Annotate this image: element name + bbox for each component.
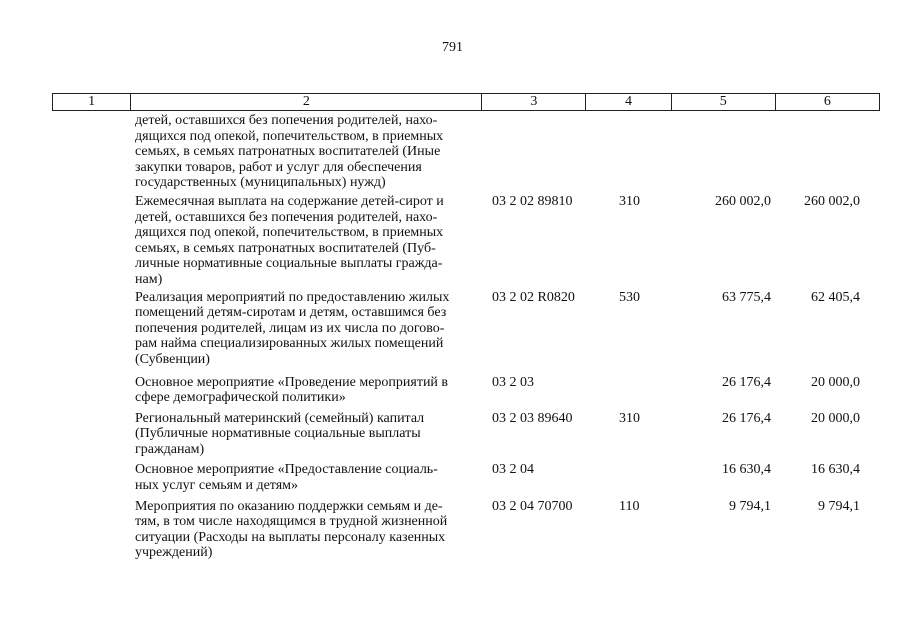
row-description: Основное мероприятие «Предоставление социаль- ных услуг семьям и детям» bbox=[135, 462, 438, 494]
row-value-2: 20 000,0 bbox=[811, 410, 860, 426]
column-header-1: 1 bbox=[53, 94, 131, 111]
row-description: Региональный материнский (семейный) капитал (Публичные нормативные социальные выплаты гражданам) bbox=[135, 410, 425, 457]
row-value-1: 26 176,4 bbox=[722, 410, 771, 426]
row-expense-type: 530 bbox=[619, 289, 640, 305]
table-header bbox=[52, 93, 880, 111]
row-code: 03 2 04 bbox=[492, 462, 534, 478]
page-number: 791 bbox=[442, 40, 463, 55]
row-description: детей, оставшихся без попечения родителей, нахо- дящихся под опекой, попечительством, в приемных семьях, в семьях патронатных воспитателей (Иные закупки товаров, работ и услуг для обеспечения государственных (муниципальных) нужд) bbox=[135, 113, 444, 191]
row-expense-type: 310 bbox=[619, 193, 640, 209]
row-code: 03 2 02 R0820 bbox=[492, 289, 575, 305]
row-code: 03 2 02 89810 bbox=[492, 193, 573, 209]
row-description: Реализация мероприятий по предоставлению жилых помещений детям-сиротам и детям, оставшимся без попечения родителей, лицам из их числа по догово- рам найма специализированных жилых помещений (Субвенции) bbox=[135, 289, 450, 367]
row-value-2: 9 794,1 bbox=[818, 498, 860, 514]
table-row bbox=[0, 462, 905, 493]
row-expense-type: 310 bbox=[619, 410, 640, 426]
row-expense-type: 110 bbox=[619, 498, 640, 514]
row-value-1: 260 002,0 bbox=[715, 193, 771, 209]
row-code: 03 2 03 89640 bbox=[492, 410, 573, 426]
row-value-2: 20 000,0 bbox=[811, 374, 860, 390]
column-header-2: 2 bbox=[131, 94, 482, 111]
row-description: Ежемесячная выплата на содержание детей-сирот и детей, оставшихся без попечения родителей, нахо- дящихся под опекой, попечительством, в приемных семьях, в семьях патронатных воспитателей (Пуб- личные нормативные социальные выплаты гражда- нам) bbox=[135, 193, 444, 287]
column-header-3: 3 bbox=[482, 94, 586, 111]
row-description: Мероприятия по оказанию поддержки семьям и де- тям, в том числе находящимся в трудной жизненной ситуации (Расходы на выплаты персоналу казенных учреждений) bbox=[135, 498, 448, 561]
table-row bbox=[0, 411, 905, 458]
row-value-1: 16 630,4 bbox=[722, 462, 771, 478]
row-value-1: 9 794,1 bbox=[729, 498, 771, 514]
row-description: Основное мероприятие «Проведение мероприятий в сфере демографической политики» bbox=[135, 374, 449, 406]
row-code: 03 2 04 70700 bbox=[492, 498, 573, 514]
row-code: 03 2 03 bbox=[492, 374, 534, 390]
column-header-6: 6 bbox=[775, 94, 879, 111]
table-row bbox=[0, 290, 905, 368]
row-value-2: 62 405,4 bbox=[811, 289, 860, 305]
table-body bbox=[0, 113, 905, 561]
table-row bbox=[0, 499, 905, 561]
row-value-1: 26 176,4 bbox=[722, 374, 771, 390]
table-row bbox=[0, 194, 905, 288]
column-header-5: 5 bbox=[671, 94, 775, 111]
row-value-1: 63 775,4 bbox=[722, 289, 771, 305]
column-header-4: 4 bbox=[586, 94, 671, 111]
table-row bbox=[0, 113, 905, 191]
row-value-2: 260 002,0 bbox=[804, 193, 860, 209]
table-row bbox=[0, 375, 905, 406]
row-value-2: 16 630,4 bbox=[811, 462, 860, 478]
